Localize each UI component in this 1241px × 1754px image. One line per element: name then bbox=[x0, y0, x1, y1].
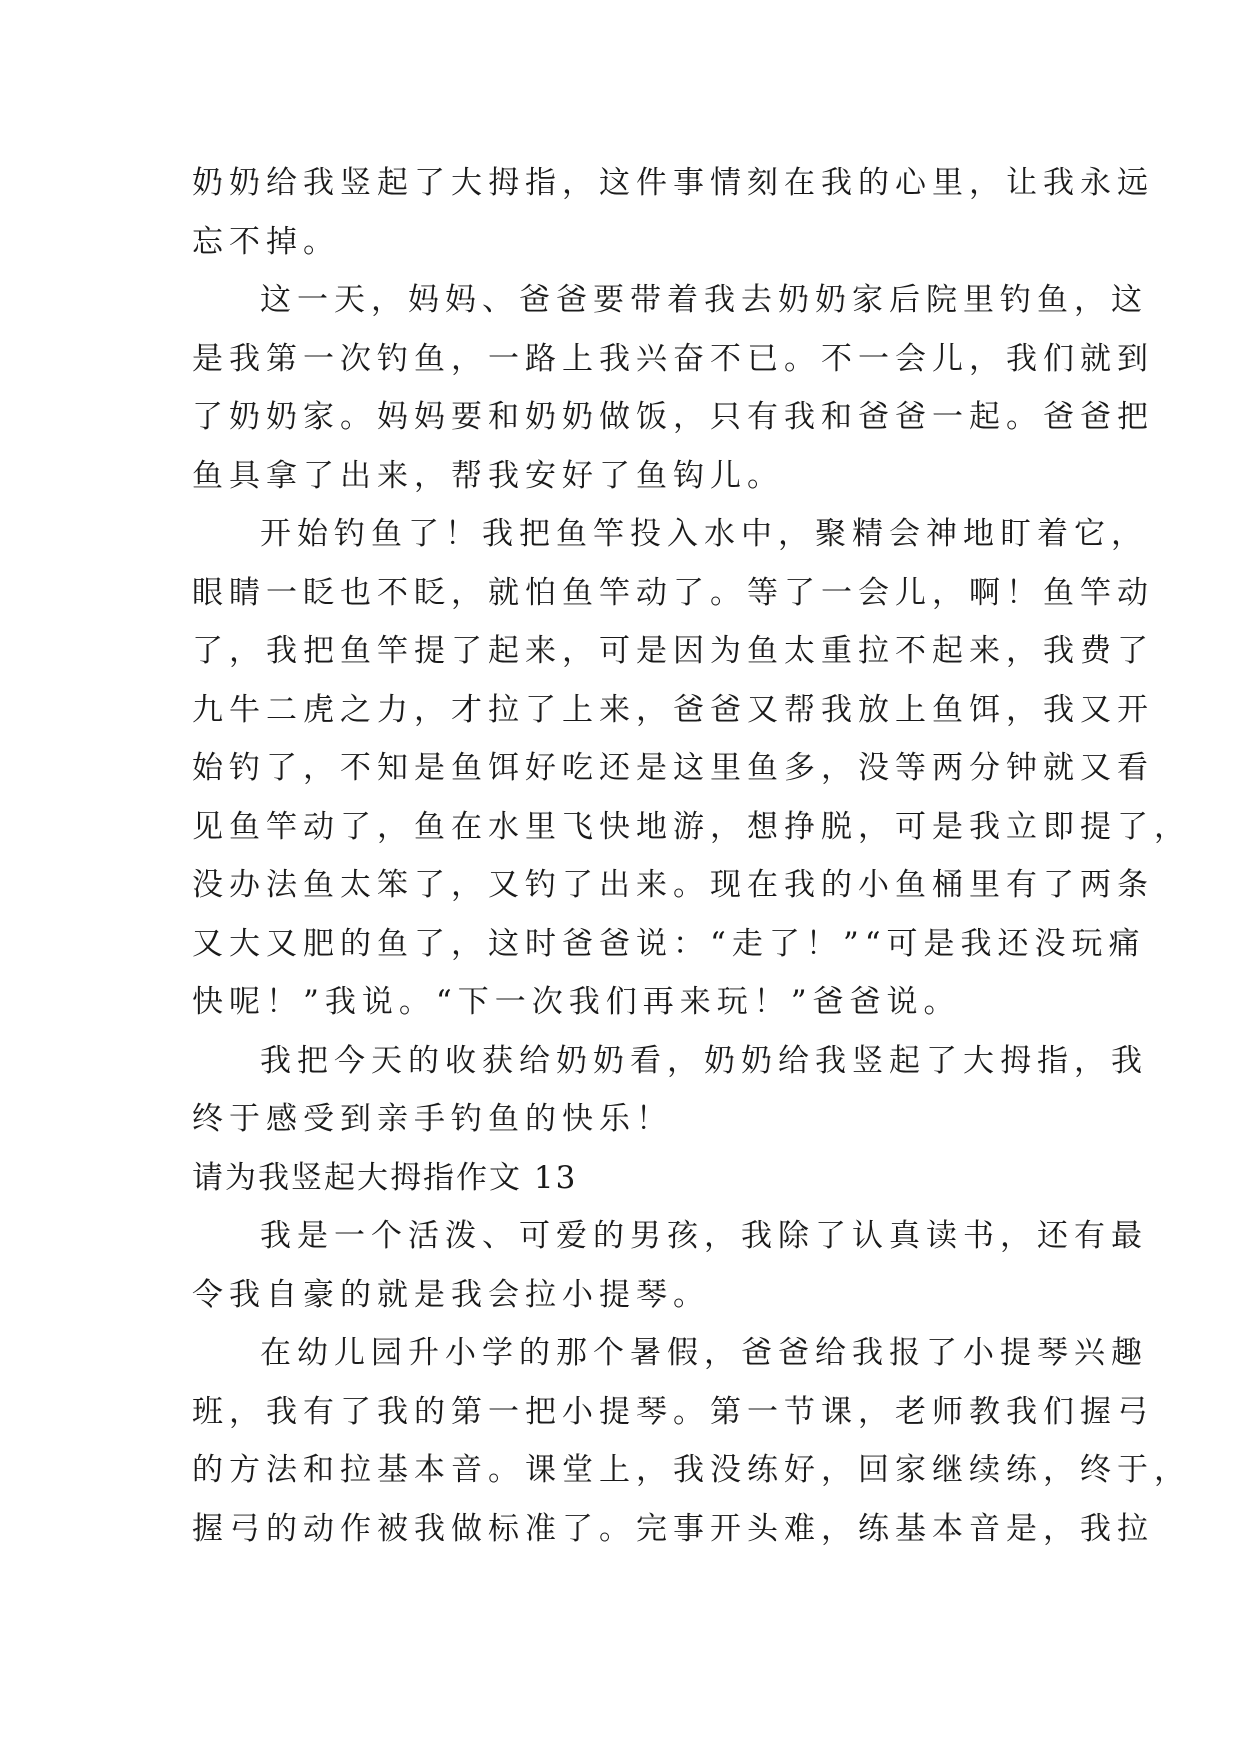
text-line: 的方法和拉基本音。课堂上，我没练好，回家继续练，终于， bbox=[192, 1452, 1191, 1488]
text-line: 眼睛一眨也不眨，就怕鱼竿动了。等了一会儿，啊！鱼竿动 bbox=[192, 574, 1154, 611]
text-line: 令我自豪的就是我会拉小提琴。 bbox=[192, 1276, 710, 1313]
text-line: 是我第一次钓鱼，一路上我兴奋不已。不一会儿，我们就到 bbox=[192, 340, 1154, 377]
text-line: 了奶奶家。妈妈要和奶奶做饭，只有我和爸爸一起。爸爸把 bbox=[192, 399, 1154, 435]
text-line: 忘不掉。 bbox=[192, 223, 340, 260]
text-line: 九牛二虎之力，才拉了上来，爸爸又帮我放上鱼饵，我又开 bbox=[192, 691, 1154, 728]
text-line: 终于感受到亲手钓鱼的快乐！ bbox=[192, 1101, 673, 1137]
document-body bbox=[192, 154, 1191, 1558]
text-line: 奶奶给我竖起了大拇指，这件事情刻在我的心里，让我永远 bbox=[192, 165, 1154, 201]
text-line: 见鱼竿动了，鱼在水里飞快地游，想挣脱，可是我立即提了， bbox=[192, 808, 1191, 845]
text-line: 班，我有了我的第一把小提琴。第一节课，老师教我们握弓 bbox=[192, 1393, 1154, 1430]
paragraph-start-line: 这一天，妈妈、爸爸要带着我去奶奶家后院里钓鱼，这 bbox=[260, 282, 1148, 318]
paragraph-start-line: 开始钓鱼了！我把鱼竿投入水中，聚精会神地盯着它， bbox=[260, 516, 1148, 552]
text-line: 没办法鱼太笨了，又钓了出来。现在我的小鱼桶里有了两条 bbox=[192, 867, 1154, 903]
text-line: 了，我把鱼竿提了起来，可是因为鱼太重拉不起来，我费了 bbox=[192, 633, 1154, 669]
paragraph-start-line: 我把今天的收获给奶奶看，奶奶给我竖起了大拇指，我 bbox=[260, 1042, 1148, 1079]
text-line: 快呢！”我说。“下一次我们再来玩！”爸爸说。 bbox=[192, 984, 961, 1020]
text-line: 握弓的动作被我做标准了。完事开头难，练基本音是，我拉 bbox=[192, 1510, 1154, 1547]
text-line: 始钓了，不知是鱼饵好吃还是这里鱼多，没等两分钟就又看 bbox=[192, 750, 1154, 786]
section-heading: 请为我竖起大拇指作文 13 bbox=[192, 1159, 578, 1196]
paragraph-start-line: 我是一个活泼、可爱的男孩，我除了认真读书，还有最 bbox=[260, 1218, 1148, 1254]
text-line: 又大又肥的鱼了，这时爸爸说：“走了！”“可是我还没玩痛 bbox=[192, 925, 1146, 962]
paragraph-start-line: 在幼儿园升小学的那个暑假，爸爸给我报了小提琴兴趣 bbox=[260, 1335, 1148, 1371]
text-line: 鱼具拿了出来，帮我安好了鱼钩儿。 bbox=[192, 457, 784, 494]
